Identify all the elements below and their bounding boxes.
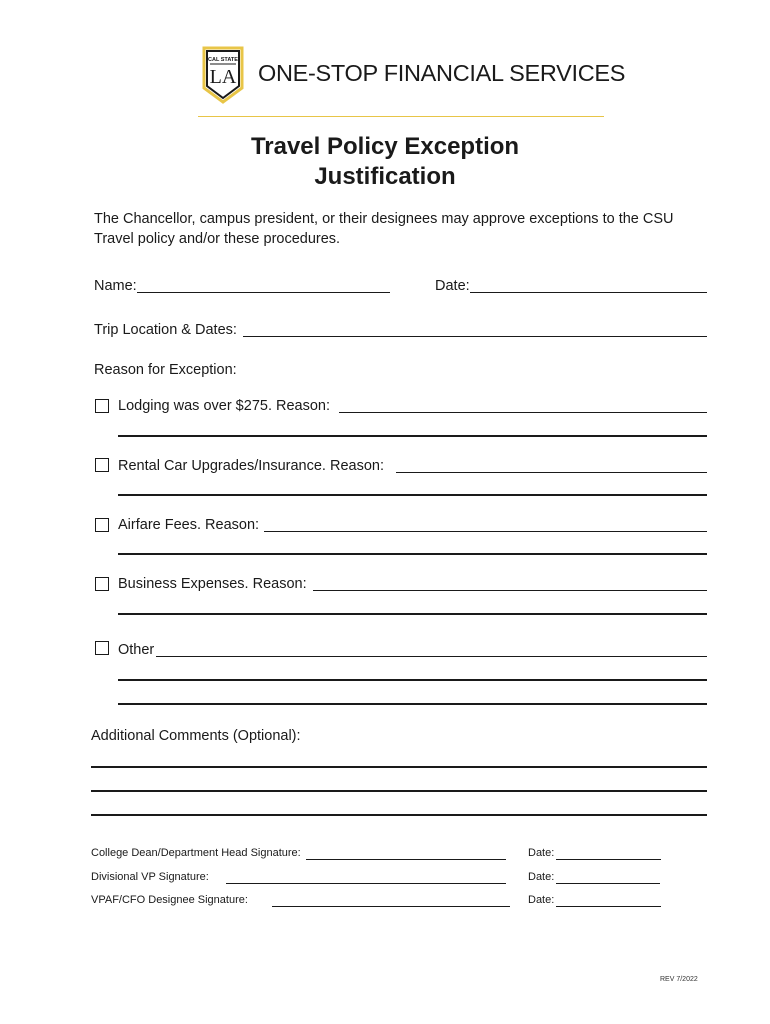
other-label: Other: [118, 642, 155, 658]
lodging-reason-line-2[interactable]: [118, 435, 707, 437]
business-expenses-label: Business Expenses. Reason:: [118, 576, 307, 592]
airfare-reason-field[interactable]: [264, 531, 707, 532]
cfo-signature-label: VPAF/CFO Designee Signature:: [91, 894, 248, 906]
logo-small-text: CAL STATE: [208, 57, 238, 63]
reason-label: Reason for Exception:: [94, 362, 237, 378]
comments-line-2[interactable]: [91, 790, 707, 792]
name-label: Name:: [94, 278, 137, 294]
other-checkbox[interactable]: [95, 641, 109, 655]
trip-label: Trip Location & Dates:: [94, 322, 237, 338]
cfo-date-field[interactable]: [556, 906, 661, 907]
other-reason-line-2[interactable]: [118, 679, 707, 681]
lodging-reason-field[interactable]: [339, 412, 707, 413]
form-title-line-1: Travel Policy Exception: [250, 133, 520, 160]
comments-line-3[interactable]: [91, 814, 707, 816]
org-name: ONE-STOP FINANCIAL SERVICES: [258, 60, 626, 86]
rental-car-reason-field[interactable]: [396, 472, 707, 473]
vp-signature-label: Divisional VP Signature:: [91, 871, 209, 883]
rental-car-label: Rental Car Upgrades/Insurance. Reason:: [118, 458, 384, 474]
airfare-reason-line-2[interactable]: [118, 553, 707, 555]
cfo-date-label: Date:: [528, 894, 555, 906]
comments-label: Additional Comments (Optional):: [91, 728, 301, 744]
name-field[interactable]: [137, 292, 390, 293]
other-reason-line-3[interactable]: [118, 703, 707, 705]
logo-big-text: LA: [209, 66, 237, 88]
vp-signature-field[interactable]: [226, 883, 506, 884]
date-field[interactable]: [470, 292, 707, 293]
lodging-checkbox[interactable]: [95, 399, 109, 413]
dean-date-field[interactable]: [556, 859, 661, 860]
dean-signature-label: College Dean/Department Head Signature:: [91, 847, 301, 859]
comments-line-1[interactable]: [91, 766, 707, 768]
other-reason-field[interactable]: [156, 656, 707, 657]
form-title-line-2: Justification: [314, 163, 456, 190]
trip-field[interactable]: [243, 336, 707, 337]
airfare-checkbox[interactable]: [95, 518, 109, 532]
cfo-signature-field[interactable]: [272, 906, 510, 907]
revision-text: REV 7/2022: [660, 976, 698, 983]
airfare-label: Airfare Fees. Reason:: [118, 517, 260, 533]
vp-date-field[interactable]: [556, 883, 660, 884]
lodging-label: Lodging was over $275. Reason:: [118, 398, 331, 414]
business-expenses-reason-line-2[interactable]: [118, 613, 707, 615]
dean-signature-field[interactable]: [306, 859, 506, 860]
rental-car-reason-line-2[interactable]: [118, 494, 707, 496]
dean-date-label: Date:: [528, 847, 555, 859]
cal-state-la-logo: [200, 44, 246, 106]
date-label: Date:: [435, 278, 470, 294]
intro-text: The Chancellor, campus president, or their designees may approve exceptions to the CSU Travel policy and/or these procedures.: [94, 211, 674, 247]
rental-car-checkbox[interactable]: [95, 458, 109, 472]
vp-date-label: Date:: [528, 871, 555, 883]
business-expenses-reason-field[interactable]: [313, 590, 707, 591]
business-expenses-checkbox[interactable]: [95, 577, 109, 591]
header-divider: [198, 116, 604, 117]
